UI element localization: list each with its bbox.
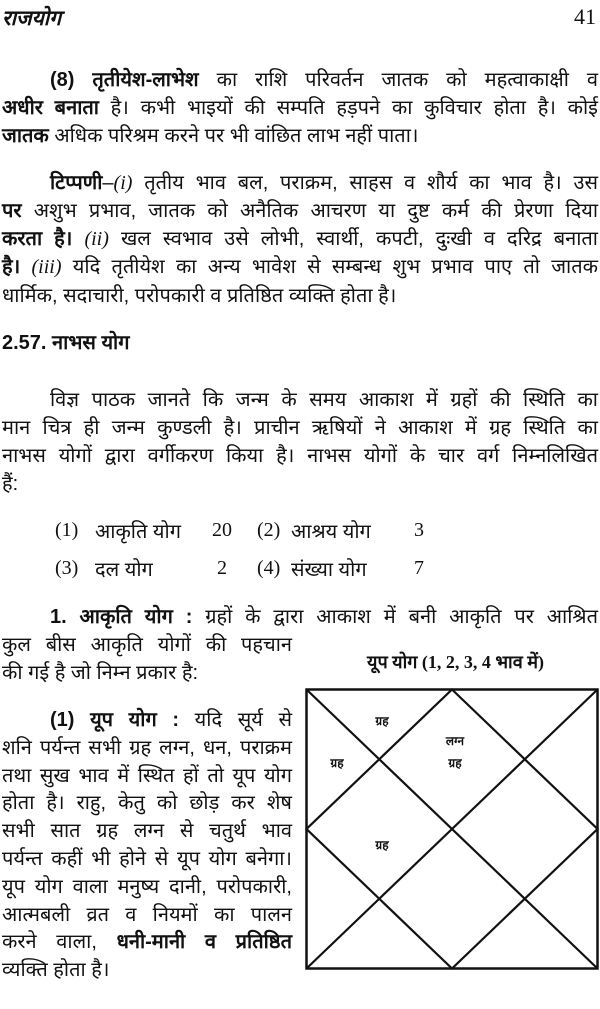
bold-text: पर [2, 200, 22, 222]
text-line [2, 283, 422, 309]
bold-text: 2.57. नाभस योग [2, 332, 130, 354]
text-segment: कुल बीस आकृति योगों की पहचान [2, 634, 292, 656]
bold-text: (8) तृतीयेश-लाभेश [50, 69, 199, 91]
list-name: आकृति योग [95, 521, 181, 543]
text-segment: आत्मबली व्रत व नियमों का पालन [2, 904, 292, 926]
text-segment: शनि पर्यन्त सभी ग्रह लग्न, धन, पराक्रम [2, 737, 292, 759]
house-label: ग्रह [375, 714, 389, 728]
house-label: लग्न [445, 734, 465, 748]
diagram-title: यूप योग (1, 2, 3, 4 भाव में) [367, 652, 544, 672]
text-segment: का राशि परिवर्तन जातक को महत्वाकाक्षी व [198, 69, 598, 91]
text-segment: धार्मिक, सदाचारी, परोपकारी व प्रतिष्ठित व्यक्ति होता है। [2, 285, 397, 307]
text-line [2, 874, 292, 900]
italic-text: (ii) [84, 228, 109, 250]
text-line [2, 902, 292, 928]
text-segment [20, 256, 31, 278]
list-count: 2 [217, 557, 227, 579]
italic-text: (iii) [31, 256, 62, 278]
list-name: दल योग [95, 559, 153, 581]
text-line [2, 846, 292, 872]
text-segment: तथा सुख भाव में स्थित हों तो यूप योग [2, 765, 292, 787]
text-segment: सभी सात ग्रह लग्न से चतुर्थ भाव [2, 820, 292, 842]
bold-text: टिप्पणी [50, 172, 103, 194]
text-line [2, 763, 292, 789]
text-segment: अधिक परिश्रम करने पर भी वांछित लाभ नहीं पाता। [48, 125, 419, 147]
text-line [2, 818, 292, 844]
text-line [2, 929, 292, 955]
text-segment: होता है। राहु, केतु को छोड़ कर शेष [2, 792, 292, 814]
text-line [2, 957, 162, 983]
text-line [2, 95, 598, 121]
list-count: 20 [212, 519, 232, 541]
list-num: (3) [55, 557, 79, 579]
text-segment: यूप योग वाला मनुष्य दानी, परोपकारी, [2, 876, 292, 898]
text-segment: करने वाला, [2, 931, 117, 953]
text-line [2, 660, 262, 686]
text-line [2, 790, 292, 816]
list-num: (1) [55, 519, 79, 541]
text-line [2, 254, 598, 280]
text-line [50, 387, 598, 413]
text-line [50, 67, 598, 93]
house-label: ग्रह [330, 756, 344, 770]
bold-text: धनी-मानी व प्रतिष्ठित [116, 931, 292, 953]
kundali-chart [305, 688, 599, 970]
text-segment: – [102, 172, 114, 194]
bold-text: है। [2, 256, 21, 278]
text-line [2, 443, 598, 469]
text-segment: की गई है जो निम्न प्रकार है: [2, 662, 198, 684]
text-segment: खल स्वभाव उसे लोभी, स्वार्थी, कपटी, दुःखी व दरिद्र बनाता [108, 228, 598, 250]
text-segment: हैं: [2, 473, 19, 495]
text-segment: तृतीय भाव बल, पराक्रम, साहस व शौर्य का भाव है। उस [132, 172, 598, 194]
text-line [2, 198, 598, 224]
text-line [2, 330, 202, 356]
page-number: 41 [574, 4, 596, 29]
bold-text: करता है। [2, 228, 73, 250]
text-line [2, 226, 598, 252]
text-line [2, 471, 62, 497]
bold-text: 1. आकृति योग : [50, 606, 193, 628]
house-label: ग्रह [375, 838, 389, 852]
text-line [2, 123, 419, 149]
list-name: संख्या योग [291, 559, 367, 581]
list-num: (2) [257, 519, 281, 541]
text-line [2, 632, 292, 658]
italic-text: (i) [113, 172, 133, 194]
text-line [50, 604, 598, 630]
bold-text: (1) यूप योग : [50, 709, 180, 731]
text-segment: यदि तृतीयेश का अन्य भावेश से सम्बन्ध शुभ प्रभाव पाए तो जातक [61, 256, 598, 278]
text-segment: ग्रहों के द्वारा आकाश में बनी आकृति पर आश्रित [192, 606, 598, 628]
list-num: (4) [257, 557, 281, 579]
bold-text: जातक [2, 125, 49, 147]
text-segment: पर्यन्त कहीं भी होने से यूप योग बनेगा। [2, 848, 292, 870]
text-segment: है। कभी भाइयों की सम्पति हड़पने का कुविचार होता है। कोई [98, 97, 598, 119]
list-count: 7 [414, 557, 424, 579]
text-segment [72, 228, 84, 250]
text-line [2, 415, 598, 441]
text-line [50, 707, 292, 733]
house-label: ग्रह [448, 756, 462, 770]
text-segment: नाभस योगों द्वारा वर्गीकरण किया है। नाभस योगों के चार वर्ग निम्नलिखित [2, 445, 598, 467]
text-segment: अशुभ प्रभाव, जातक को अनैतिक आचरण या दुष्ट कर्म की प्रेरणा दिया [21, 200, 598, 222]
bold-text: अधीर बनाता [2, 97, 99, 119]
running-header: राजयोग [2, 7, 62, 30]
text-segment: मान चित्र ही जन्म कुण्डली है। प्राचीन ऋषियों ने आकाश में ग्रह स्थिति का [2, 417, 598, 439]
text-segment: व्यक्ति होता है। [2, 959, 110, 981]
text-segment: विज्ञ पाठक जानते कि जन्म के समय आकाश में ग्रहों की स्थिति का [50, 389, 598, 411]
text-line [2, 735, 292, 761]
list-count: 3 [414, 519, 424, 541]
text-line [50, 170, 598, 196]
text-segment: यदि सूर्य से [179, 709, 292, 731]
list-name: आश्रय योग [291, 521, 371, 543]
